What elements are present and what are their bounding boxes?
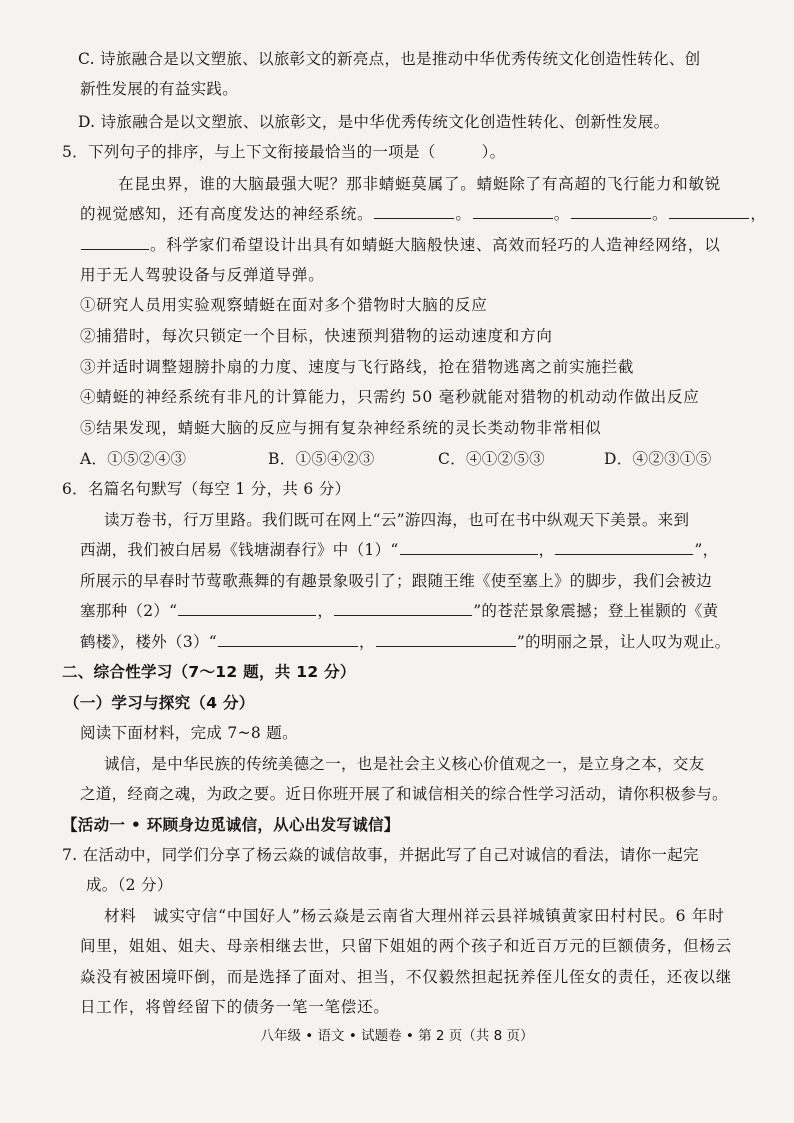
q4-option-d: D. 诗旅融合是以文塑旅、以旅彰文，是中华优秀传统文化创造性转化、创新性发展。 <box>78 113 670 131</box>
q7-stem-line2: 成。（2 分） <box>86 876 173 894</box>
activity1-title: 【活动一 • 环顾身边觅诚信，从心出发写诚信】 <box>62 816 400 834</box>
q6-line5-text: 鹤楼》，楼外（3）“ <box>80 633 218 651</box>
q7-material-line3: 焱没有被困境吓倒，而是选择了面对、担当，不仅毅然担起抚养侄儿侄女的责任，还夜以继 <box>80 968 733 986</box>
q7-material-line4: 日工作，将曾经留下的债务一笔一笔偿还。 <box>80 998 390 1016</box>
q6-comma-2: ， <box>317 602 334 620</box>
q5-stem-text: 5．下列句子的排序，与上下文衔接最恰当的一项是（ <box>62 143 436 161</box>
q6-line2 <box>80 538 718 562</box>
q6-blank-1[interactable] <box>400 539 538 555</box>
q5-passage-line4: 用于无人驾驶设备与反弹道导弹。 <box>80 266 325 284</box>
q5-dot-3: 。 <box>652 205 669 223</box>
page-footer: 八年级 • 语文 • 试题卷 • 第 2 页（共 8 页） <box>260 1028 534 1044</box>
q6-line5-end: ”的明丽之景，让人叹为观止。 <box>516 633 731 651</box>
q5-option-a[interactable]: A．①⑤②④③ <box>80 450 187 468</box>
q6-blank-4[interactable] <box>334 600 472 616</box>
q7-material-line2: 间里，姐姐、姐夫、母亲相继去世，只留下姐姐的两个孩子和近百万元的巨额债务，但杨云 <box>80 937 733 955</box>
q5-stem-close: ）。 <box>481 143 506 161</box>
q5-sentence-2: ②捕猎时，每次只锁定一个目标，快速预判猎物的运动速度和方向 <box>80 327 553 345</box>
q5-blank-2[interactable] <box>473 203 553 219</box>
q5-blank-5[interactable] <box>81 234 149 250</box>
q5-sentence-3: ③并适时调整翅膀扑扇的力度、速度与飞行路线，抢在猎物逃离之前实施拦截 <box>80 358 635 376</box>
q6-line4-end: ”的苍茫景象震撼；登上崔颢的《黄 <box>473 602 719 620</box>
q5-sentence-4: ④蜻蜓的神经系统有非凡的计算能力，只需约 50 毫秒就能对猎物的机动动作做出反应 <box>80 388 700 406</box>
q7-material-line1: 材料 诚实守信“中国好人”杨云焱是云南省大理州祥云县祥城镇黄家田村村民。6 年时 <box>104 907 725 925</box>
q6-line4-text: 塞那种（2）“ <box>80 602 178 620</box>
q5-option-d[interactable]: D．④②③①⑤ <box>604 450 712 468</box>
q4-option-c-line1: C. 诗旅融合是以文塑旅、以旅彰文的新亮点，也是推动中华优秀传统文化创造性转化、创 <box>78 50 701 68</box>
q5-blank-3[interactable] <box>571 203 651 219</box>
q5-passage-line1: 在昆虫界，谁的大脑最强大呢？那非蜻蜓莫属了。蜻蜓除了有高超的飞行能力和敏锐 <box>118 175 722 193</box>
q5-comma: ， <box>750 205 767 223</box>
q5-sentence-5: ⑤结果发现，蜻蜓大脑的反应与拥有复杂神经系统的灵长类动物非常相似 <box>80 419 602 437</box>
section2-intro: 阅读下面材料，完成 7~8 题。 <box>80 724 298 742</box>
q5-option-c[interactable]: C．④①②⑤③ <box>438 450 545 468</box>
q5-option-b[interactable]: B．①⑤④②③ <box>268 450 375 468</box>
q6-comma-3: ， <box>359 633 375 651</box>
q6-line1: 读万卷书，行万里路。我们既可在网上“云”游四海，也可在书中纵观天下美景。来到 <box>104 511 690 529</box>
q6-title: 6．名篇名句默写（每空 1 分，共 6 分） <box>62 480 351 498</box>
section2-title: 二、综合性学习（7～12 题，共 12 分） <box>62 663 356 681</box>
q6-blank-2[interactable] <box>555 539 693 555</box>
q7-stem-line1: 7. 在活动中，同学们分享了杨云焱的诚信故事，并据此写了自己对诚信的看法，请你一起完 <box>62 846 699 864</box>
q6-blank-6[interactable] <box>376 631 516 647</box>
q5-blank-4[interactable] <box>669 203 749 219</box>
q5-dot-1: 。 <box>455 205 472 223</box>
q6-line2-end: ”， <box>694 541 719 559</box>
q5-passage-line2 <box>80 202 767 226</box>
section2-subtitle: （一）学习与探究（4 分） <box>64 694 255 712</box>
q6-line2-text: 西湖，我们被白居易《钱塘湖春行》中（1）“ <box>80 541 399 559</box>
q5-stem <box>62 140 505 164</box>
q6-line5 <box>80 630 730 654</box>
q5-blank-1[interactable] <box>374 203 454 219</box>
q6-comma-1: ， <box>538 541 555 559</box>
q5-passage-text: 的视觉感知，还有高度发达的神经系统。 <box>80 205 374 223</box>
q5-passage-text-3: 。科学家们希望设计出具有如蜻蜓大脑般快速、高效而轻巧的人造神经网络，以 <box>150 236 721 254</box>
q4-option-c-line2: 新性发展的有益实践。 <box>80 80 239 98</box>
q6-blank-3[interactable] <box>178 600 316 616</box>
q5-sentence-1: ①研究人员用实验观察蜻蜓在面对多个猎物时大脑的反应 <box>80 296 488 314</box>
section2-para-line2: 之道，经商之魂，为政之要。近日你班开展了和诚信相关的综合性学习活动，请你积极参与。 <box>80 785 728 803</box>
q6-line3: 所展示的早春时节莺歌燕舞的有趣景象吸引了；跟随王维《使至塞上》的脚步，我们会被边 <box>80 572 713 590</box>
q6-line4 <box>80 599 718 623</box>
q5-passage-line3 <box>80 233 721 257</box>
section2-para-line1: 诚信，是中华民族的传统美德之一，也是社会主义核心价值观之一，是立身之本，交友 <box>104 755 705 773</box>
q6-blank-5[interactable] <box>218 631 358 647</box>
q5-dot-2: 。 <box>553 205 571 223</box>
